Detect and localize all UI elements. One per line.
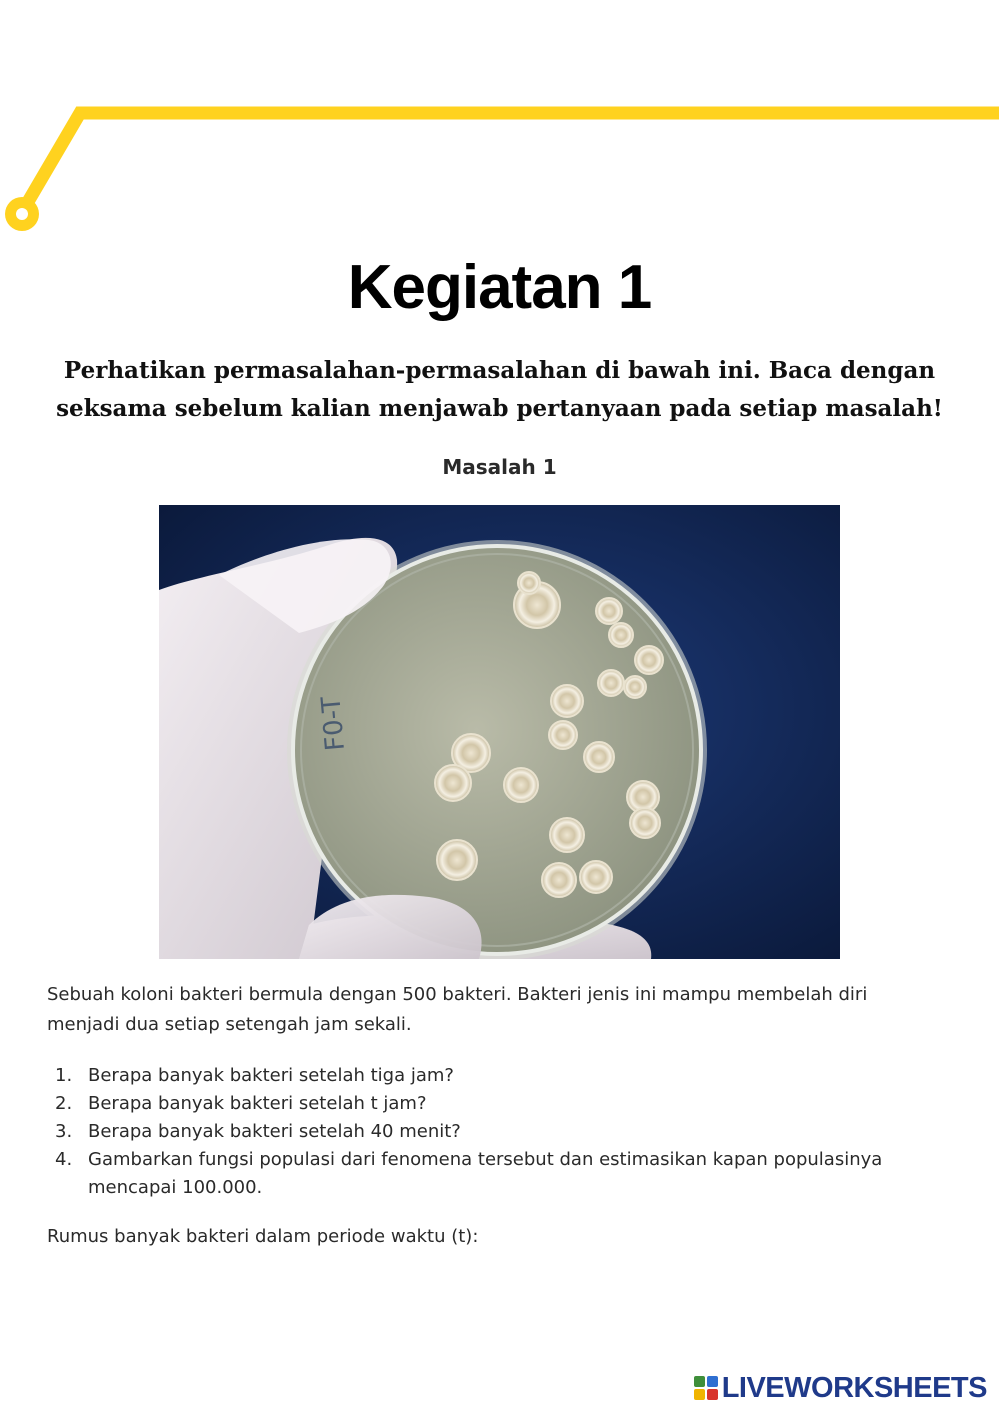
question-text: Berapa banyak bakteri setelah t jam? bbox=[88, 1093, 427, 1114]
question-number: 4. bbox=[55, 1149, 73, 1170]
petri-dish-photo bbox=[159, 505, 840, 959]
instructions-line-2: seksama sebelum kalian menjawab pertanyaan pada setiap masalah! bbox=[56, 395, 943, 422]
question-text: Berapa banyak bakteri setelah tiga jam? bbox=[88, 1065, 454, 1086]
question-item bbox=[47, 1062, 952, 1090]
problem-description bbox=[47, 980, 952, 1040]
question-item bbox=[47, 1118, 952, 1146]
formula-label: Rumus banyak bakteri dalam periode waktu (t): bbox=[47, 1226, 479, 1247]
question-item bbox=[47, 1090, 952, 1118]
question-number: 2. bbox=[55, 1093, 73, 1114]
decorative-line-graphic bbox=[0, 0, 999, 260]
problem-subtitle: Masalah 1 bbox=[442, 455, 557, 479]
question-list bbox=[47, 1062, 952, 1202]
logo-mark-icon bbox=[694, 1376, 718, 1400]
question-text-line-1: Gambarkan fungsi populasi dari fenomena tersebut dan estimasikan kapan populasinya bbox=[88, 1149, 883, 1170]
liveworksheets-logo bbox=[694, 1372, 987, 1404]
question-text: Berapa banyak bakteri setelah 40 menit? bbox=[88, 1121, 461, 1142]
instructions-line-1: Perhatikan permasalahan-permasalahan di bawah ini. Baca dengan bbox=[63, 357, 936, 384]
problem-description-line-2: menjadi dua setiap setengah jam sekali. bbox=[47, 1014, 412, 1035]
question-number: 1. bbox=[55, 1065, 73, 1086]
question-number: 3. bbox=[55, 1121, 73, 1142]
logo-text: LIVEWORKSHEETS bbox=[721, 1371, 987, 1404]
question-item bbox=[47, 1146, 952, 1202]
question-text-line-2: mencapai 100.000. bbox=[88, 1177, 263, 1198]
svg-text:F0-T: F0-T bbox=[316, 695, 351, 753]
instructions bbox=[40, 352, 959, 428]
page-title: Kegiatan 1 bbox=[347, 253, 652, 322]
problem-description-line-1: Sebuah koloni bakteri bermula dengan 500 bakteri. Bakteri jenis ini mampu membelah diri bbox=[47, 984, 868, 1005]
